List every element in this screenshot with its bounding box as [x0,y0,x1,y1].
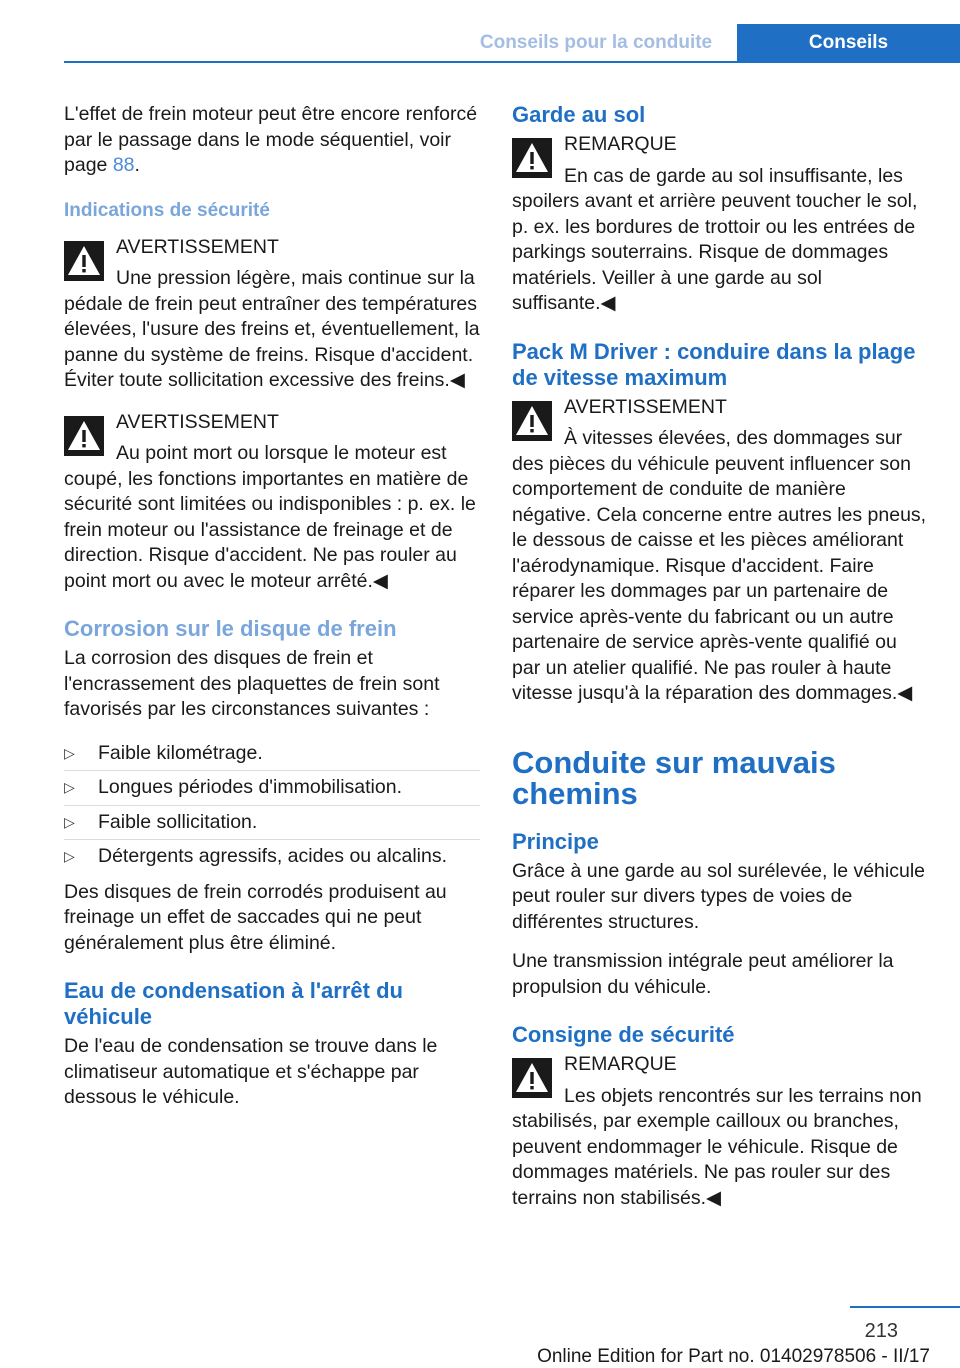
page-header [0,24,960,62]
notice-text: Les objets rencontrés sur les terrains non stabilisés, par exemple cailloux ou branches, peuvent endommager le véhicule. Risque de dommages matériels. Ne pas rouler sur des terrains non stabilisés.◀ [512,1084,922,1209]
warning-icon [512,1058,552,1098]
intro-paragraph: L'effet de frein moteur peut être encore renforcé par le passage dans le mode séquentiel, voir page 88. [64,103,478,176]
chapter-tab: Conseils [737,24,960,62]
triangle-bullet-icon: ▷ [64,813,75,830]
notice-block [512,132,930,317]
warning-label: AVERTISSEMENT [564,395,727,418]
notice-label: REMARQUE [564,133,677,155]
footer-rule [850,1306,960,1308]
principle-paragraph-2: Une transmission intégrale peut améliorer la propulsion du véhicule. [512,950,894,998]
right-column [512,102,930,1227]
safety-heading: Indications de sécurité [64,199,270,221]
page-link[interactable]: 88 [112,154,135,176]
warning-block [512,395,930,707]
list-item: ▷ Longues périodes d'immobilisation. [64,771,480,806]
notice-block [512,1052,930,1211]
notice-label: REMARQUE [564,1053,677,1075]
warning-icon [64,416,104,456]
warning-label: AVERTISSEMENT [116,410,279,433]
section-title: Conseils pour la conduite [479,32,713,53]
ground-heading: Garde au sol [512,102,646,127]
corrosion-after-paragraph: Des disques de frein corrodés produisent au freinage un effet de saccades qui ne peut généralement plus être éliminé. [64,880,447,954]
warning-icon [512,401,552,441]
mdriver-heading: Pack M Driver : conduire dans la plage de vitesse maximum [512,338,916,390]
notice-text: En cas de garde au sol insuffisante, les spoilers avant et arrière peuvent toucher le sol, p. ex. les bordures de trottoir ou les entrées de parkings souterrains. Risque de dommages matériels. Veiller à une garde au sol suffisante.◀ [512,164,918,314]
list-item: ▷ Détergents agressifs, acides ou alcalins. [64,840,480,874]
warning-block [64,235,480,394]
page-number: 213 [864,1320,898,1342]
header-rule [64,61,960,63]
triangle-bullet-icon: ▷ [64,744,75,761]
corrosion-paragraph: La corrosion des disques de frein et l'encrassement des plaquettes de frein sont favorisés par les circonstances suivantes : [64,647,440,720]
corrosion-heading: Corrosion sur le disque de frein [64,616,397,641]
condensation-heading: Eau de condensation à l'arrêt du véhicule [64,978,403,1029]
rough-roads-heading: Conduite sur mauvais chemins [512,744,836,811]
edition-text: Online Edition for Part no. 01402978506 - II/17 [537,1346,930,1367]
triangle-bullet-icon: ▷ [64,848,75,864]
list-item: ▷ Faible sollicitation. [64,806,480,841]
list-item: ▷ Faible kilométrage. [64,737,480,772]
triangle-bullet-icon: ▷ [64,779,75,795]
consigne-heading: Consigne de sécurité [512,1022,735,1047]
condensation-paragraph: De l'eau de condensation se trouve dans le climatiseur automatique et s'échappe par dessous le véhicule. [64,1035,438,1108]
warning-text: Une pression légère, mais continue sur la pédale de frein peut entraîner des températures élevées, l'usure des freins et, éventuellement, la panne du système de freins. Risque d'accident. Éviter toute sollicitation excessive des freins.◀ [64,267,480,391]
warning-icon [512,138,552,178]
left-column [64,102,480,1125]
warning-text: Au point mort ou lorsque le moteur est coupé, les fonctions importantes en matière de sécurité sont limitées ou indisponibles : p. ex. le frein moteur ou l'assistance de freinage et de direction. Risque d'accident. Ne pas rouler au point mort ou avec le moteur arrêté.◀ [64,442,476,592]
corrosion-list [64,737,480,874]
warning-block [64,410,480,595]
warning-icon [64,241,104,281]
principle-heading: Principe [512,828,599,854]
warning-text: À vitesses élevées, des dommages sur des pièces du véhicule peuvent influencer son comportement de conduite de manière négative. Cela concerne entre autres les pneus, le dessous de caisse et les pièces améliorant l'aérodynamique. Risque d'accident. Faire réparer les dommages par un partenaire de service après-vente du fabricant ou un autre partenaire de service après-vente qualifié ou par un atelier qualifié. Ne pas rouler à haute vitesse jusqu'à la réparation des dommages.◀ [512,427,927,704]
principle-paragraph-1: Grâce à une garde au sol surélevée, le véhicule peut rouler sur divers types de voies de différentes structures. [512,859,926,933]
warning-label: AVERTISSEMENT [116,235,279,258]
